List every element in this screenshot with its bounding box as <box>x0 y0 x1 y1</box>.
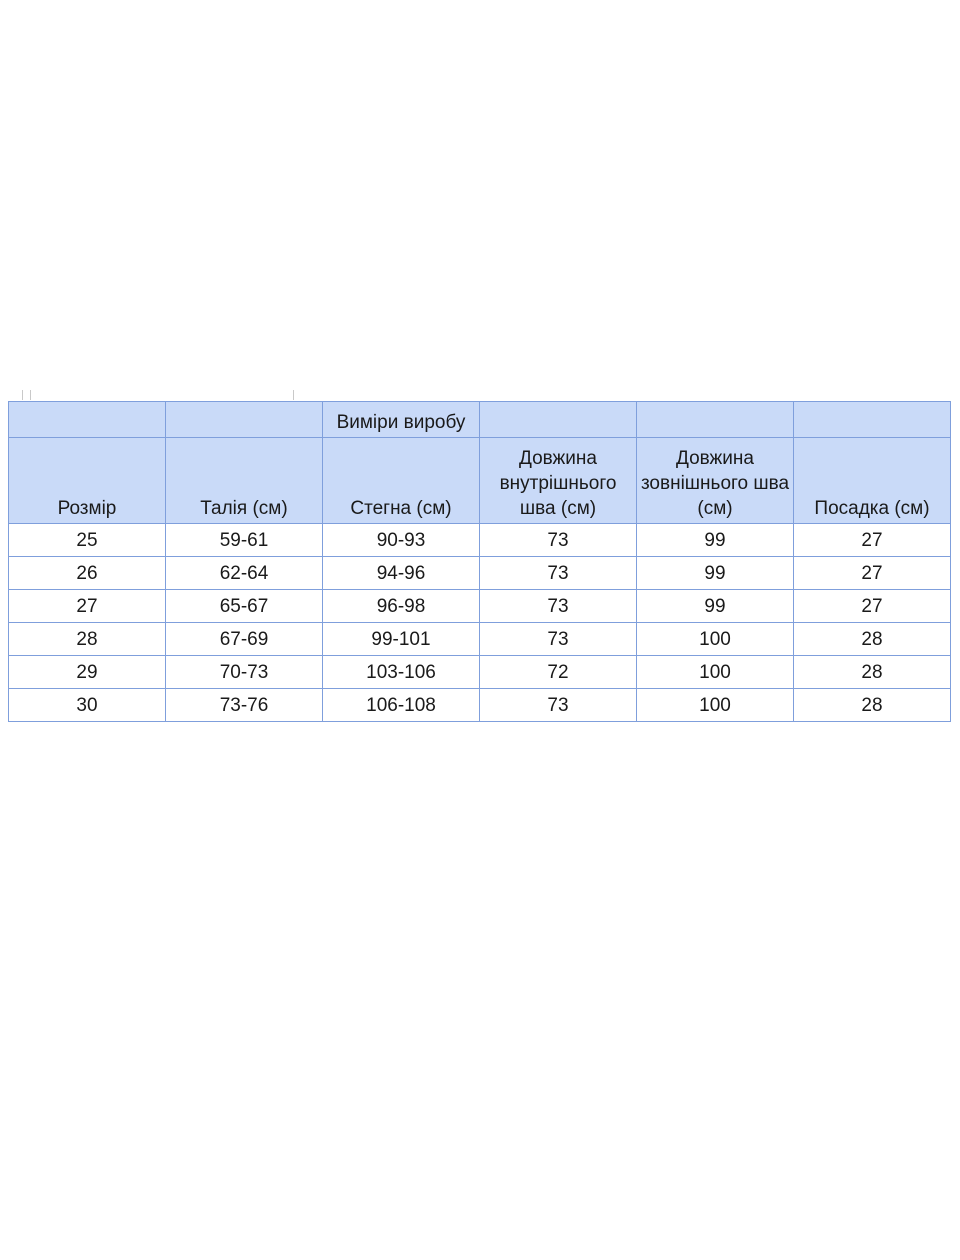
cell-size: 30 <box>9 689 166 722</box>
cell-size: 26 <box>9 557 166 590</box>
cell-inseam: 73 <box>480 623 637 656</box>
cell-waist: 73-76 <box>166 689 323 722</box>
group-cell-empty <box>9 402 166 438</box>
column-header-row <box>9 438 951 524</box>
cell-rise: 27 <box>794 557 951 590</box>
cell-rise: 28 <box>794 656 951 689</box>
table-row <box>9 623 951 656</box>
cell-hips: 94-96 <box>323 557 480 590</box>
cell-waist: 62-64 <box>166 557 323 590</box>
cell-waist: 70-73 <box>166 656 323 689</box>
cell-waist: 65-67 <box>166 590 323 623</box>
cell-hips: 106-108 <box>323 689 480 722</box>
table-row <box>9 524 951 557</box>
table-row <box>9 590 951 623</box>
fragment-mark <box>30 390 31 400</box>
cell-waist: 67-69 <box>166 623 323 656</box>
size-chart-table <box>8 401 951 722</box>
table-row <box>9 656 951 689</box>
cell-outseam: 99 <box>637 524 794 557</box>
fragment-mark <box>22 390 23 400</box>
cell-size: 28 <box>9 623 166 656</box>
group-header-row <box>9 402 951 438</box>
cropped-row-fragment <box>8 388 950 402</box>
table-row <box>9 557 951 590</box>
group-cell-empty <box>166 402 323 438</box>
group-cell-empty <box>480 402 637 438</box>
cell-inseam: 73 <box>480 590 637 623</box>
header-inseam: Довжина внутрішнього шва (см) <box>480 438 637 524</box>
header-outseam: Довжина зовнішнього шва (см) <box>637 438 794 524</box>
cell-inseam: 73 <box>480 689 637 722</box>
cell-rise: 27 <box>794 524 951 557</box>
group-cell-empty <box>794 402 951 438</box>
group-cell-empty <box>637 402 794 438</box>
cell-rise: 28 <box>794 623 951 656</box>
cell-outseam: 99 <box>637 590 794 623</box>
cell-hips: 90-93 <box>323 524 480 557</box>
header-hips: Стегна (см) <box>323 438 480 524</box>
header-waist: Талія (см) <box>166 438 323 524</box>
fragment-mark <box>293 390 294 400</box>
cell-rise: 27 <box>794 590 951 623</box>
cell-size: 27 <box>9 590 166 623</box>
cell-size: 25 <box>9 524 166 557</box>
cell-size: 29 <box>9 656 166 689</box>
cell-inseam: 72 <box>480 656 637 689</box>
group-label: Виміри виробу <box>323 402 480 438</box>
header-size: Розмір <box>9 438 166 524</box>
cell-inseam: 73 <box>480 557 637 590</box>
cell-hips: 103-106 <box>323 656 480 689</box>
cell-hips: 96-98 <box>323 590 480 623</box>
table-row <box>9 689 951 722</box>
cell-hips: 99-101 <box>323 623 480 656</box>
cell-outseam: 100 <box>637 689 794 722</box>
cell-outseam: 100 <box>637 656 794 689</box>
cell-rise: 28 <box>794 689 951 722</box>
cell-outseam: 100 <box>637 623 794 656</box>
cell-inseam: 73 <box>480 524 637 557</box>
cell-waist: 59-61 <box>166 524 323 557</box>
cell-outseam: 99 <box>637 557 794 590</box>
header-rise: Посадка (см) <box>794 438 951 524</box>
